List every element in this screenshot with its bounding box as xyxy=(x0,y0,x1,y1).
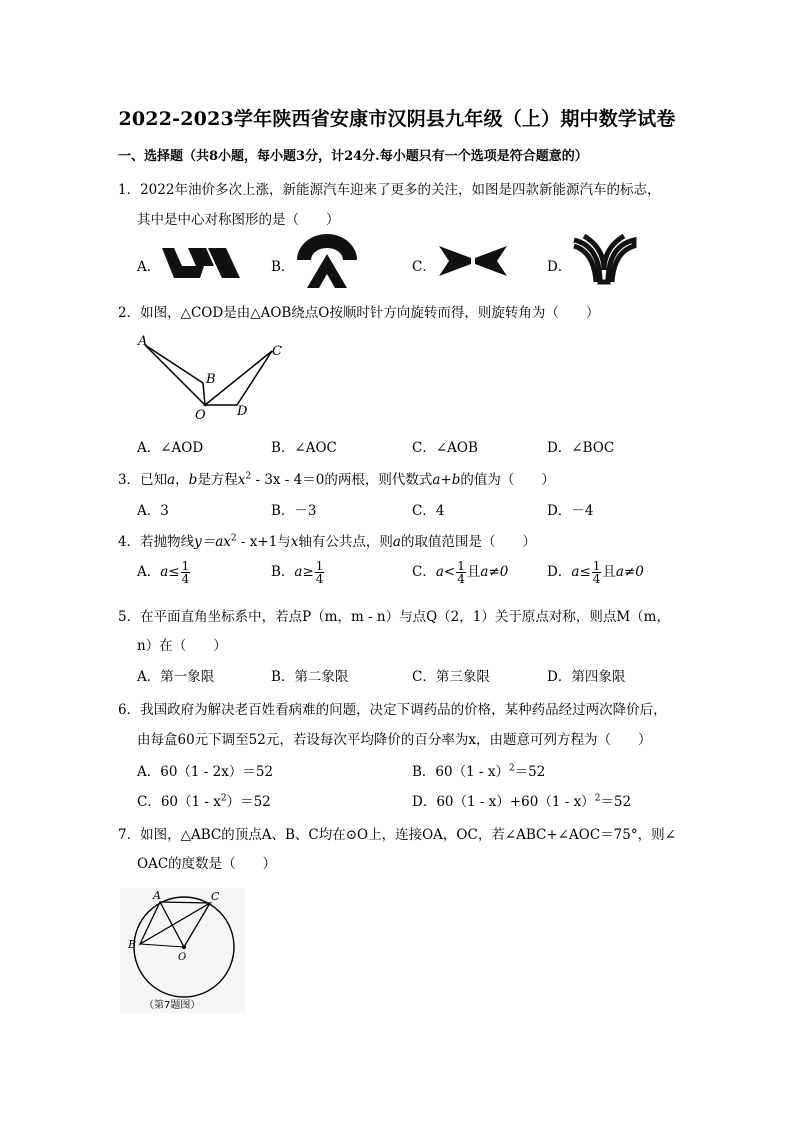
q6-option-b: B．60（1 - x）$^2$＝52 xyxy=(412,763,546,780)
q4-text: 4．若抛物线$y=ax^2 - x+1$与x轴有公共点，则a的取值范围是（ ） xyxy=(118,533,536,550)
q7-circle-figure xyxy=(120,888,245,1013)
q1-option-d-label: D． xyxy=(547,259,572,275)
q3-text: 3．已知a，b是方程$x^2 - 3x - 4=0$的两根，则代数式a+b的值为（ ） xyxy=(118,471,555,488)
q2-option-d: D．∠BOC xyxy=(547,440,615,456)
q3-option-d: D．－4 xyxy=(547,503,594,519)
q2-label-c: C xyxy=(272,344,282,359)
q7-text-line1: 7．如图，△ABC的顶点A、B、C均在⊙O上，连接OA，OC，若∠ABC+∠AOC＝75°，则∠ xyxy=(118,827,676,843)
q5-text-line2: n）在（ ） xyxy=(137,638,227,654)
page-title: 2022-2023学年陕西省安康市汉阴县九年级（上）期中数学试卷 xyxy=(118,108,676,130)
q7-text-line2: OAC的度数是（ ） xyxy=(137,856,277,872)
q5-option-a: A．第一象限 xyxy=(137,669,215,685)
q5-text-line1: 5．在平面直角坐标系中，若点P（m，m - n）与点Q（2，1）关于原点对称，则点M（m， xyxy=(118,609,670,625)
q4-option-d: D．a≤ $\frac{1}{4}$ 且a≠0 xyxy=(547,559,644,586)
q6-option-c: C．$60(1 - x^2)=52$ xyxy=(137,793,271,810)
q4-option-b: B．a≥ $\frac{1}{4}$ xyxy=(271,559,324,586)
logo-d-icon xyxy=(570,234,638,284)
q4-option-a: A．a≤ $\frac{1}{4}$ xyxy=(137,559,190,586)
q1-option-a-label: A． xyxy=(137,259,161,275)
q3-option-c: C．4 xyxy=(412,503,445,519)
q6-text-line2: 由每盒60元下调至52元，若设每次平均降价的百分率为x，由题意可列方程为（ ） xyxy=(137,732,652,748)
q7-label-c: C xyxy=(211,890,220,903)
q2-text: 2．如图，△COD是由△AOB绕点O按顺时针方向旋转而得，则旋转角为（ ） xyxy=(118,305,600,321)
q6-option-a: A．60（1 - 2x）＝52 xyxy=(137,764,274,780)
q6-option-d: D．60（1 - x）+60（1 - x）$^2$＝52 xyxy=(412,793,632,810)
q2-label-b: B xyxy=(206,372,216,387)
q4-option-c: C．a< $\frac{1}{4}$ 且a≠0 xyxy=(412,559,509,586)
q7-label-a: A xyxy=(153,889,161,902)
q2-label-o: O xyxy=(195,408,206,423)
triangle-aob xyxy=(145,345,205,405)
q2-rotation-figure xyxy=(135,333,285,423)
section-heading: 一、选择题（共8小题，每小题3分，计24分.每小题只有一个选项是符合题意的） xyxy=(118,149,588,164)
q7-label-b: B xyxy=(128,938,137,951)
logo-b-icon xyxy=(295,234,359,290)
q2-option-b: B．∠AOC xyxy=(271,440,337,456)
q1-option-b-label: B． xyxy=(271,259,295,275)
logo-c-icon xyxy=(437,244,509,278)
q2-label-d: D xyxy=(237,404,248,419)
q6-text-line1: 6．我国政府为解决老百姓看病难的问题，决定下调药品的价格，某种药品经过两次降价后， xyxy=(118,702,667,718)
q2-label-a: A xyxy=(138,334,148,349)
q5-option-b: B．第二象限 xyxy=(271,669,349,685)
q7-label-o: O xyxy=(178,952,187,963)
q1-option-c-label: C． xyxy=(412,259,436,275)
q5-option-c: C．第三象限 xyxy=(412,669,490,685)
q3-option-b: B．－3 xyxy=(271,503,317,519)
q2-option-c: C．∠AOB xyxy=(412,440,478,456)
q3-option-a: A．3 xyxy=(137,503,169,519)
q7-caption: （第7题图） xyxy=(144,1000,201,1011)
q2-option-a: A．∠AOD xyxy=(137,440,204,456)
logo-a-icon xyxy=(160,244,242,280)
q1-text-line1: 1．2022年油价多次上涨，新能源汽车迎来了更多的关注，如图是四款新能源汽车的标志， xyxy=(118,182,661,198)
center-point xyxy=(182,945,186,949)
q1-text-line2: 其中是中心对称图形的是（ ） xyxy=(137,212,340,228)
q5-option-d: D．第四象限 xyxy=(547,669,626,685)
